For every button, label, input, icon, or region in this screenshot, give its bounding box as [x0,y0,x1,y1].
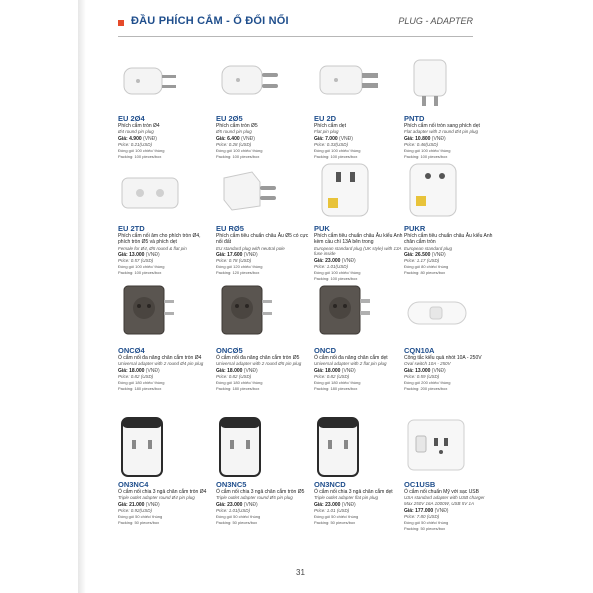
header-bullet [118,20,124,26]
product-pack: Đóng gói 80 chiếc/ thùng [404,264,449,270]
product-image [314,280,410,344]
page-number: 31 [296,568,305,577]
product-code: ONCØ4 [118,346,145,355]
product-desc: Universal adapter with 2 round Ø4 pin plug [118,361,204,367]
product-pack-en: Packing: 120 pieces/box [216,270,260,276]
product-card [404,48,500,159]
product-pack-en: Packing: 100 pieces/box [118,270,162,276]
product-pack-en: Packing: 100 pieces/box [118,153,162,159]
product-name: Phích cắm tròn Ø5 [216,123,258,129]
product-pack: Đóng gói 120 chiếc/ thùng [216,264,263,270]
product-code: EU RØ5 [216,224,244,233]
product-code: EU 2TD [118,224,145,233]
price-unit: (VNĐ) [145,367,160,374]
product-name: Phích cắm nối tròn sang phích dẹt [404,123,480,129]
price-unit: (VNĐ) [241,135,255,142]
product-pack: Đóng gói 180 chiếc/ thùng [118,379,165,385]
product-name: Phích cắm tiêu chuẩn châu Âu kiểu Anh chân cắm tròn [404,233,493,246]
product-desc: Universal adapter with 2 round Ø5 pin plug [216,361,302,367]
product-pack-en: Packing: 50 pieces/box [216,519,258,525]
product-name: Ổ cắm nối chia 3 ngả chân cắm tròn Ø4 [118,489,207,495]
product-card [404,280,500,391]
product-code: ON3NC4 [118,480,149,489]
product-card [216,280,312,391]
price-unit: (VNĐ) [341,257,356,264]
product-image [118,48,214,112]
price-value: Giá: 10.800 [404,135,431,142]
product-pack-en: Packing: 100 pieces/box [404,153,448,159]
product-pack-en: Packing: 100 pieces/box [314,153,358,159]
price-value: Giá: 13.000 [118,252,145,259]
product-code: ONCD [314,346,337,355]
price-unit: (VNĐ) [431,135,446,142]
product-name: Phích cắm tròn Ø4 [118,123,160,129]
product-name: Phích cắm nối âm cho phích tròn Ø4, phích tròn Ø5 và phích dẹt [118,233,201,246]
product-name: Phích cắm tiêu chuẩn châu Âu Ø5 có cực nối đất [216,233,309,246]
product-desc: EU standard plug with neutral pole [216,245,285,251]
product-desc: Ø5 round pin plug [216,129,252,135]
product-card [118,414,214,525]
product-pack-en: Packing: 100 pieces/box [314,275,358,281]
price-value: Giá: 26.500 [404,252,431,259]
section-tag: PLUG - ADAPTER [398,16,473,26]
product-desc: Flat pin plug [314,129,339,135]
price-value: Giá: 23.000 [314,501,341,508]
product-pack: Đóng gói 100 chiếc/ thùng [118,264,165,270]
product-desc: Triple outlet adapter round Ø4 pin plug [118,495,195,501]
price-unit: (VNĐ) [341,501,356,508]
product-pack-en: Packing: 180 pieces/box [314,385,358,391]
price-value: Giá: 4.900 [118,135,142,142]
price-value: Giá: 18.000 [118,367,145,374]
price-unit: (VNĐ) [341,367,356,374]
product-usd: Price: 1.17 (USD) [404,258,440,264]
product-name: Ổ cắm nối chuẩn Mỹ với sạc USB [404,489,479,495]
product-desc: Flat adapter with 2 round Ø4 pin plug [404,129,479,135]
product-image [216,280,312,344]
product-desc: European standard plug (UK style) with 13A fuse inside [314,245,402,257]
product-name: Phích cắm dẹt [314,123,346,129]
product-pack-en: Packing: 200 pieces/box [404,385,448,391]
product-pack: Đóng gói 50 chiếc/ thùng [216,513,261,519]
product-code: OC1USB [404,480,436,489]
price-unit: (VNĐ) [243,252,258,259]
product-usd: Price: 0.57 (USD) [118,258,154,264]
product-pack-en: Packing: 180 pieces/box [216,385,260,391]
section-title: ĐẦU PHÍCH CẮM - Ổ ĐỔI NỐI [131,15,289,27]
product-usd: Price: 7.80 (USD) [404,513,440,519]
price-value: Giá: 23.000 [314,257,341,264]
product-pack: Đóng gói 100 chiếc/ thùng [118,147,165,153]
product-image [118,414,214,478]
product-pack-en: Packing: 50 pieces/box [404,525,446,531]
product-card [118,48,214,159]
product-usd: Price: 0.21(USD) [118,141,153,147]
product-usd: Price: 1.01(USD) [314,263,349,269]
product-image [314,158,410,222]
product-pack: Đóng gói 50 chiếc/ thùng [314,513,359,519]
product-pack: Đóng gói 100 chiếc/ thùng [404,147,451,153]
product-image [404,414,500,478]
product-pack-en: Packing: 180 pieces/box [118,385,162,391]
product-image [216,48,312,112]
product-code: ON3NC5 [216,480,247,489]
product-code: CQN10A [404,346,435,355]
product-usd: Price: 1.01(USD) [216,507,251,513]
product-card [118,158,214,275]
product-desc: Ø4 round pin plug [118,129,154,135]
product-image [118,158,214,222]
product-image [216,414,312,478]
product-pack: Đóng gói 100 chiếc/ thùng [314,269,361,275]
product-code: ONCØ5 [216,346,243,355]
product-card [314,414,410,525]
product-pack-en: Packing: 50 pieces/box [118,519,160,525]
product-image [404,280,500,344]
price-value: Giá: 7.000 [314,135,338,142]
price-value: Giá: 13.000 [404,367,431,374]
product-card [314,48,410,159]
product-pack-en: Packing: 80 pieces/box [404,270,446,276]
price-unit: (VNĐ) [143,135,157,142]
product-card [314,158,410,281]
price-value: Giá: 23.000 [216,501,243,508]
product-usd: Price: 0.28 (USD) [216,141,252,147]
product-card [404,158,500,275]
product-image [314,48,410,112]
product-name: Ổ cắm nối đa năng chân cắm tròn Ø5 [216,355,300,361]
product-name: Công tắc kiểu quả nhót 10A - 250V [404,355,482,361]
product-image [314,414,410,478]
product-desc: Oval switch 10A - 250V [404,361,451,367]
product-code: EU 2D [314,114,337,123]
price-value: Giá: 17.600 [216,252,243,259]
product-desc: Triple outlet adapter round Ø5 pin plug [216,495,293,501]
price-unit: (VNĐ) [243,367,258,374]
product-pack: Đóng gói 100 chiếc/ thùng [314,147,361,153]
product-card [314,280,410,391]
product-card [216,158,312,275]
product-card [216,414,312,525]
price-value: Giá: 177.000 [404,507,434,514]
product-code: ON3NCD [314,480,346,489]
product-usd: Price: 0.82 (USD) [118,373,154,379]
product-image [118,280,214,344]
product-desc: Triple outlet adapter flat pin plug [314,495,378,501]
product-usd: Price: 0.82 (USD) [314,373,350,379]
product-code: PUKR [404,224,426,233]
product-usd: Price: 0.59 (USD) [404,373,440,379]
product-code: EU 2Ø4 [118,114,145,123]
product-pack: Đóng gói 50 chiếc/ thùng [118,513,163,519]
product-desc: European standard plug [404,245,453,251]
product-pack: Đóng gói 180 chiếc/ thùng [314,379,361,385]
product-image [404,48,500,112]
price-value: Giá: 6.400 [216,135,240,142]
price-unit: (VNĐ) [339,135,353,142]
product-usd: Price: 0.33(USD) [314,141,349,147]
product-pack-en: Packing: 50 pieces/box [314,519,356,525]
product-usd: Price: 0.92(USD) [118,507,153,513]
price-unit: (VNĐ) [434,507,449,514]
section-header [118,14,473,37]
product-code: PUK [314,224,330,233]
product-extra: Max 250V 16A 1000W, USB 5V 1A [404,500,474,506]
product-pack: Đóng gói 50 chiếc/ thùng [404,519,449,525]
product-desc: USA standard adapter with USB charger [404,495,485,501]
price-value: Giá: 21.000 [118,501,145,508]
product-card [404,414,500,531]
price-value: Giá: 18.000 [216,367,243,374]
product-name: Ổ cắm nối chia 3 ngả chân cắm dẹt [314,489,393,495]
product-desc: Female for Ø4, Ø5 round & flat pin [118,245,187,251]
product-usd: Price: 0.78 (USD) [216,258,252,264]
product-desc: Universal adapter with 2 flat pin plug [314,361,387,367]
product-pack: Đóng gói 100 chiếc/ thùng [216,147,263,153]
product-usd: Price: 0.82 (USD) [216,373,252,379]
price-unit: (VNĐ) [243,501,258,508]
price-unit: (VNĐ) [145,252,160,259]
product-usd: Price: 0.46(USD) [404,141,439,147]
product-image [216,158,312,222]
product-pack-en: Packing: 100 pieces/box [216,153,260,159]
product-card [216,48,312,159]
price-unit: (VNĐ) [431,252,446,259]
product-image [404,158,500,222]
product-usd: Price: 1.01 (USD) [314,507,350,513]
page-edge-shadow [78,0,86,593]
product-code: EU 2Ø5 [216,114,243,123]
price-value: Giá: 18.000 [314,367,341,374]
product-pack: Đóng gói 180 chiếc/ thùng [216,379,263,385]
product-code: PNTD [404,114,425,123]
price-unit: (VNĐ) [431,367,446,374]
product-name: Ổ cắm nối chia 3 ngả chân cắm tròn Ø5 [216,489,305,495]
product-name: Ổ cắm nối đa năng chân cắm dẹt [314,355,388,361]
price-unit: (VNĐ) [145,501,160,508]
product-pack: Đóng gói 200 chiếc/ thùng [404,379,451,385]
product-card [118,280,214,391]
product-name: Ổ cắm nối đa năng chân cắm tròn Ø4 [118,355,202,361]
product-name: Phích cắm tiêu chuẩn châu Âu kiểu Anh kèm cầu chì 13A bên trong [314,233,403,246]
